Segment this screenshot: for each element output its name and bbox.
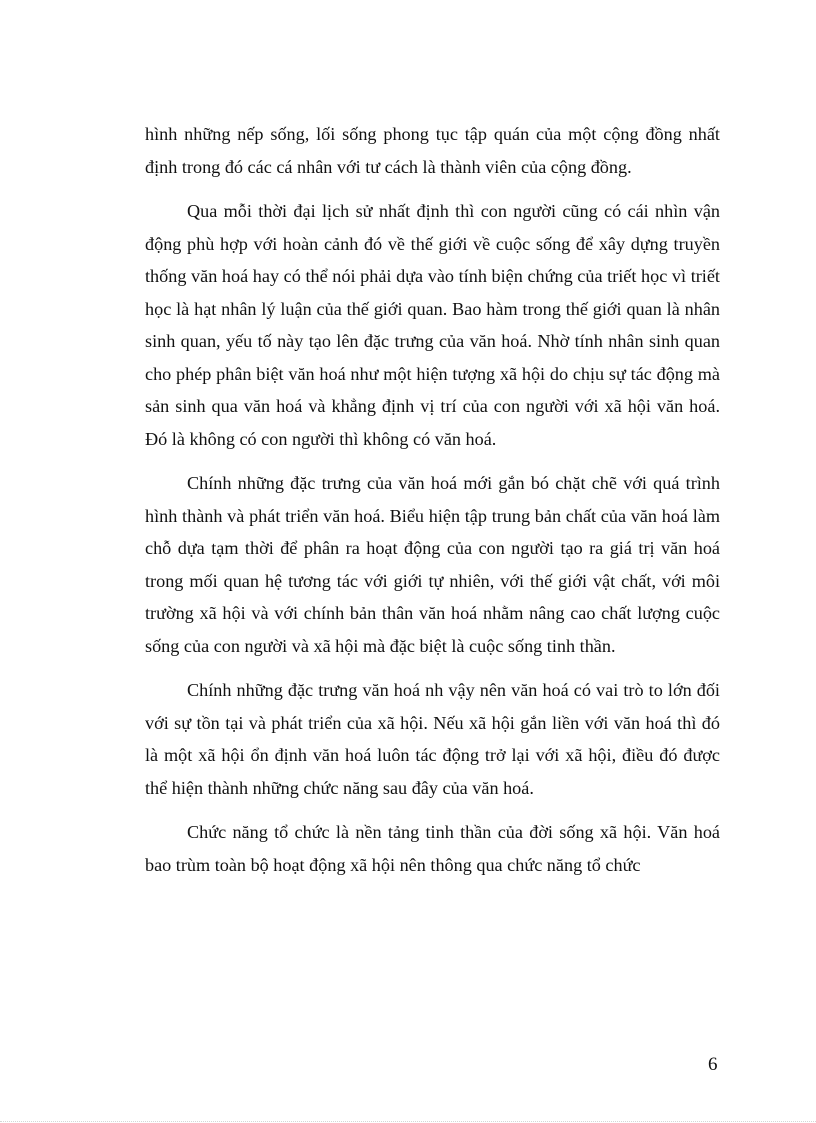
- body-text: [145, 118, 720, 893]
- paragraph-worldview: Qua mỗi thời đại lịch sử nhất định thì con người cũng có cái nhìn vận động phù hợp với hoàn cảnh đó về thế giới về cuộc sống để xây dựng truyền thống văn hoá hay có thể nói phải dựa vào tính biện chứng của triết học vì triết học là hạt nhân lý luận của thế giới quan. Bao hàm trong thế giới quan là nhân sinh quan, yếu tố này tạo lên đặc trưng của văn hoá. Nhờ tính nhân sinh quan cho phép phân biệt văn hoá như một hiện tượng xã hội do chịu sự tác động mà sản sinh qua văn hoá và khẳng định vị trí của con người với xã hội văn hoá. Đó là không có con người thì không có văn hoá.: [145, 201, 720, 449]
- paragraph-characteristics: Chính những đặc trưng của văn hoá mới gắn bó chặt chẽ với quá trình hình thành và phát triển văn hoá. Biểu hiện tập trung bản chất của văn hoá làm chỗ dựa tạm thời để phân ra hoạt động của con người tạo ra giá trị văn hoá trong mối quan hệ tương tác với giới tự nhiên, với thế giới vật chất, với môi trường xã hội và với chính bản thân văn hoá nhằm nâng cao chất lượng cuộc sống của con người và xã hội mà đặc biệt là cuộc sống tinh thần.: [145, 473, 720, 656]
- paragraph-continuation: hình những nếp sống, lối sống phong tục tập quán của một cộng đồng nhất định trong đó các cá nhân với tư cách là thành viên của cộng đồng.: [145, 124, 720, 177]
- paragraph-role: Chính những đặc trưng văn hoá nh vậy nên văn hoá có vai trò to lớn đối với sự tồn tại và phát triển của xã hội. Nếu xã hội gắn liền với văn hoá thì đó là một xã hội ổn định văn hoá luôn tác động trở lại với xã hội, điều đó được thể hiện thành những chức năng sau đây của văn hoá.: [145, 680, 720, 798]
- paragraph-organizing-function: Chức năng tổ chức là nền tảng tinh thần của đời sống xã hội. Văn hoá bao trùm toàn bộ hoạt động xã hội nên thông qua chức năng tổ chức: [145, 822, 720, 875]
- page-bottom-divider: [0, 1121, 816, 1122]
- page-number: 6: [708, 1054, 718, 1075]
